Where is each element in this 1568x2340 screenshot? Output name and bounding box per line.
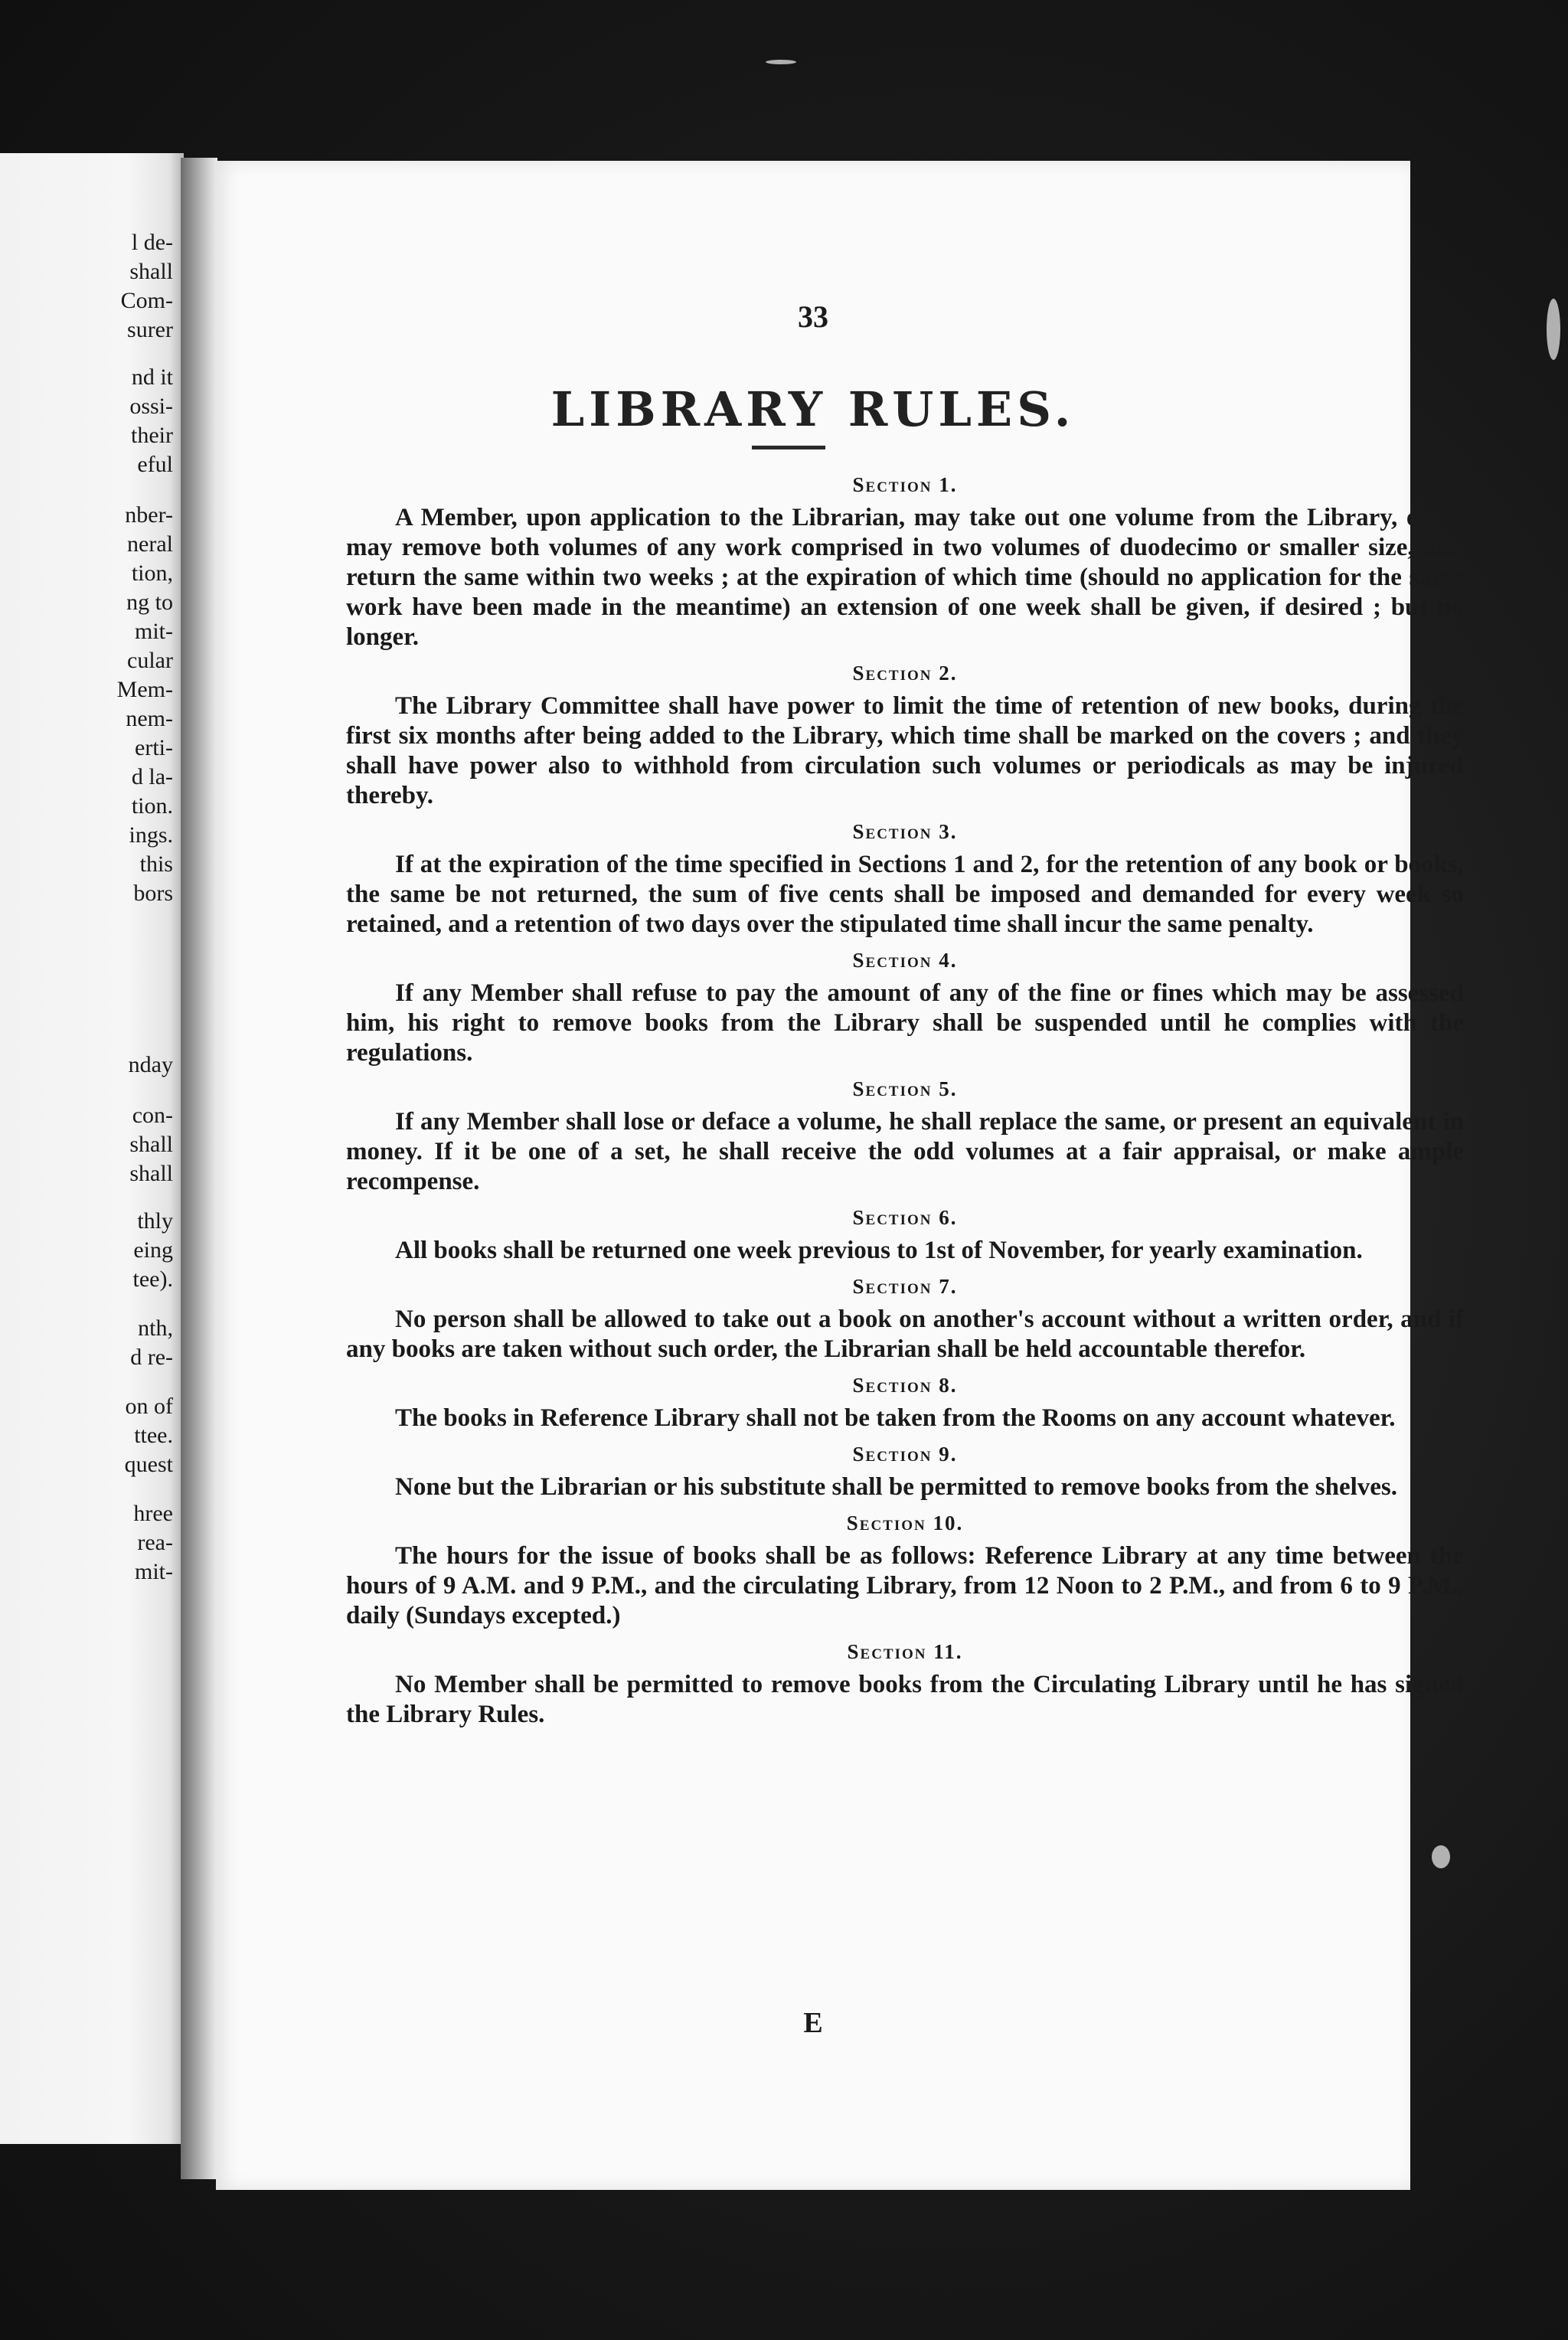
- left-page-line: ossi-: [129, 394, 173, 419]
- section-text: No person shall be allowed to take out a book on another's account without a written order, and if any books are taken without such order, the Librarian shall be held accountable therefor.: [346, 1306, 1464, 1363]
- left-page-line: con-: [132, 1103, 173, 1128]
- section-11: [346, 1637, 1464, 1730]
- left-page-line: on of: [125, 1394, 173, 1419]
- left-page-line: Mem-: [116, 677, 173, 702]
- section-heading: Section 9.: [852, 1443, 958, 1466]
- left-page-line: nday: [128, 1052, 173, 1077]
- section-heading: Section 11.: [847, 1640, 963, 1663]
- section-8: [346, 1371, 1464, 1433]
- left-page-line: ings.: [129, 822, 173, 848]
- section-3: [346, 817, 1464, 940]
- left-page-line: quest: [124, 1452, 173, 1477]
- section-heading: Section 7.: [852, 1275, 958, 1298]
- left-page-fragment: [0, 153, 184, 2144]
- left-page-line: shall: [129, 1132, 173, 1157]
- section-heading: Section 1.: [852, 473, 958, 496]
- left-page-line: eful: [137, 452, 173, 477]
- signature-mark: E: [803, 2007, 823, 2039]
- dust-speck: [1547, 299, 1560, 360]
- left-page-line: nber-: [125, 502, 173, 528]
- page-number: 33: [798, 299, 828, 334]
- left-page-line: mit-: [135, 619, 173, 644]
- section-heading: Section 2.: [852, 662, 958, 685]
- left-page-line: tion.: [131, 793, 173, 819]
- left-page-line: cular: [127, 648, 173, 673]
- section-heading: Section 8.: [852, 1374, 958, 1397]
- left-page-line: surer: [127, 317, 173, 342]
- left-page-line: eing: [133, 1237, 173, 1263]
- section-1: [346, 470, 1464, 652]
- section-text: If at the expiration of the time specified in Sections 1 and 2, for the retention of any book or books, the same be not returned, the sum of five cents shall be imposed and demanded for every week so retained, and a retention of two days over the stipulated time shall incur the same penalty.: [346, 851, 1464, 938]
- left-page-line: tion,: [131, 560, 173, 586]
- section-9: [346, 1440, 1464, 1502]
- section-text: The hours for the issue of books shall be as follows: Reference Library at any time between the hours of 9 A.M. and 9 P.M., and the circulating Library, from 12 Noon to 2 P.M., and from 6 to 9 P.M., daily (Sundays excepted.): [346, 1542, 1464, 1629]
- left-page-line: hree: [133, 1501, 173, 1526]
- left-page-line: nd it: [131, 364, 173, 390]
- left-page-line: d la-: [131, 764, 173, 789]
- section-text: No Member shall be permitted to remove books from the Circulating Library until he has signed the Library Rules.: [346, 1671, 1464, 1728]
- left-page-line: bors: [133, 881, 173, 906]
- section-5: [346, 1074, 1464, 1197]
- section-4: [346, 946, 1464, 1068]
- main-page: [216, 161, 1464, 2190]
- section-text: None but the Librarian or his substitute shall be permitted to remove books from the shelves.: [395, 1473, 1398, 1501]
- section-text: A Member, upon application to the Librarian, may take out one volume from the Library, or he may remove both volumes of any work comprised in two volumes of duodecimo or smaller size, and return the same within two weeks ; at the expiration of which time (should no application for the same work have been made in the meantime) an extension of one week shall be given, if desired ; but no longer.: [346, 504, 1464, 651]
- section-text: All books shall be returned one week previous to 1st of November, for yearly examination.: [395, 1237, 1363, 1264]
- left-page-line: nth,: [138, 1315, 173, 1341]
- left-page-line: shall: [129, 259, 173, 284]
- dust-speck: [766, 60, 796, 64]
- section-10: [346, 1508, 1464, 1631]
- left-page-line: shall: [129, 1161, 173, 1186]
- section-heading: Section 5.: [852, 1077, 958, 1100]
- section-text: If any Member shall lose or deface a volume, he shall replace the same, or present an equivalent in money. If it be one of a set, he shall receive the odd volumes at a fair appraisal, or make ample recompense.: [346, 1108, 1464, 1195]
- section-heading: Section 6.: [852, 1206, 958, 1229]
- left-page-line: mit-: [135, 1559, 173, 1584]
- left-page-line: rea-: [137, 1530, 173, 1555]
- section-text: The books in Reference Library shall not be taken from the Rooms on any account whatever.: [395, 1404, 1396, 1432]
- section-text: The Library Committee shall have power to limit the time of retention of new books, during the first six months after being added to the Library, which time shall be marked on the covers ; and they shall have power also to withhold from circulation such volumes or periodicals as may be injured thereby.: [346, 692, 1464, 809]
- section-heading: Section 3.: [852, 820, 958, 843]
- left-page-line: tee).: [132, 1266, 173, 1292]
- left-page-line: erti-: [135, 735, 173, 760]
- rules-content: [346, 467, 1464, 1736]
- left-page-line: l de-: [131, 230, 173, 255]
- left-page-line: their: [131, 423, 173, 448]
- section-6: [346, 1203, 1464, 1266]
- book-gutter: [181, 158, 217, 2179]
- dust-speck: [1432, 1845, 1450, 1868]
- left-page-line: nem-: [126, 706, 173, 731]
- left-page-line: d re-: [130, 1345, 173, 1370]
- left-page-line: neral: [127, 531, 173, 557]
- left-page-line: ng to: [126, 590, 173, 615]
- section-heading: Section 4.: [852, 949, 958, 972]
- left-page-line: Com-: [120, 288, 173, 313]
- title-divider: [752, 446, 825, 449]
- left-page-line: thly: [137, 1208, 173, 1234]
- section-heading: Section 10.: [846, 1512, 964, 1534]
- section-text: If any Member shall refuse to pay the amount of any of the fine or fines which may be assessed him, his right to remove books from the Library shall be suspended until he complies with the regulations.: [346, 979, 1464, 1067]
- page-title: LIBRARY RULES.: [550, 381, 1076, 437]
- left-page-line: this: [139, 851, 173, 877]
- section-7: [346, 1272, 1464, 1364]
- section-2: [346, 659, 1464, 811]
- left-page-line: ttee.: [134, 1423, 173, 1448]
